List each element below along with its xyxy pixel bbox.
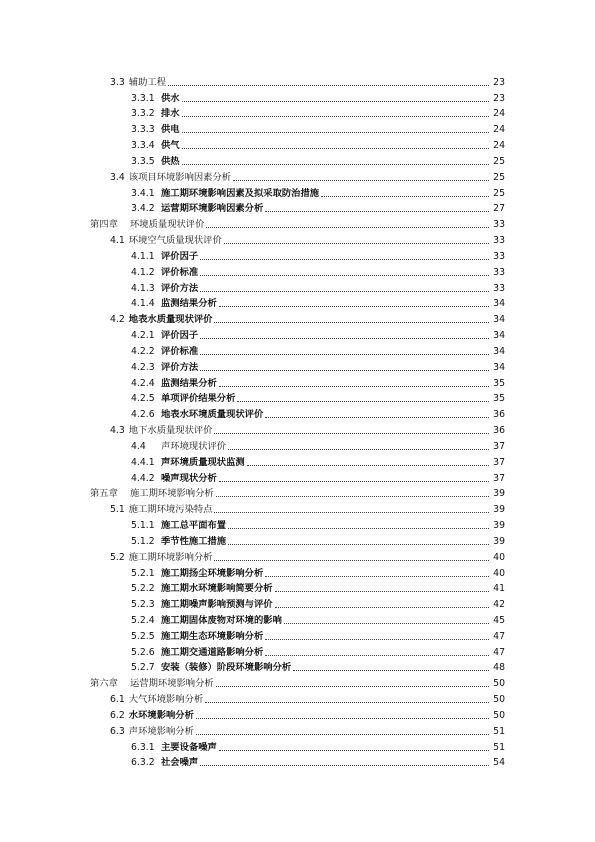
toc-entry-number: 3.4.1 — [131, 187, 155, 199]
toc-entry-page-number: 39 — [493, 535, 505, 547]
dot-leader — [247, 464, 489, 466]
toc-entry[interactable] — [131, 468, 505, 484]
toc-entry-page-number: 39 — [493, 520, 505, 532]
dot-leader — [228, 543, 489, 545]
toc-entry-number: 3.3.3 — [131, 124, 155, 136]
toc-entry[interactable] — [131, 389, 505, 405]
toc-entry-title: 评价标准 — [161, 345, 199, 357]
toc-entry-number: 6.3.1 — [131, 741, 155, 753]
dot-leader — [265, 638, 489, 640]
toc-entry-title: 监测结果分析 — [161, 377, 217, 389]
toc-entry-page-number: 36 — [493, 425, 505, 437]
toc-entry-title: 水环境影响分析 — [128, 709, 194, 721]
toc-entry[interactable] — [131, 151, 505, 167]
dot-leader — [214, 321, 489, 323]
toc-entry-number: 3.3.4 — [131, 140, 155, 152]
toc-entry[interactable] — [131, 341, 505, 357]
toc-entry-page-number: 25 — [493, 155, 505, 167]
toc-entry-page-number: 51 — [493, 725, 505, 737]
toc-entry[interactable] — [131, 294, 505, 310]
dot-leader — [200, 274, 489, 276]
dot-leader — [182, 131, 489, 133]
toc-entry-title: 地表水质量现状评价 — [128, 314, 213, 326]
toc-entry[interactable] — [131, 563, 505, 579]
dot-leader — [293, 669, 489, 671]
toc-entry-page-number: 23 — [493, 76, 505, 88]
toc-entry[interactable] — [131, 404, 505, 420]
dot-leader — [214, 559, 489, 561]
toc-entry-title: 施工期固体废物对环境的影响 — [161, 614, 282, 626]
dot-leader — [214, 432, 489, 434]
dot-leader — [219, 385, 489, 387]
toc-entry-number: 4.4.1 — [131, 456, 155, 468]
dot-leader — [182, 163, 489, 165]
toc-entry-number: 4.1.1 — [131, 250, 155, 262]
toc-entry-number: 5.2.2 — [131, 583, 155, 595]
toc-entry[interactable] — [131, 104, 505, 120]
toc-entry-page-number: 37 — [493, 472, 505, 484]
toc-entry-page-number: 24 — [493, 140, 505, 152]
toc-entry-page-number: 24 — [493, 108, 505, 120]
toc-entry-number: 6.2 — [110, 709, 125, 721]
toc-entry-page-number: 34 — [493, 361, 505, 373]
toc-entry-title: 评价因子 — [161, 330, 199, 342]
toc-entry-title: 环境质量现状评价 — [130, 219, 205, 231]
dot-leader — [200, 764, 489, 766]
toc-entry-number: 4.1.3 — [131, 282, 155, 294]
toc-entry-page-number: 39 — [493, 504, 505, 516]
dot-leader — [219, 749, 489, 751]
dot-leader — [196, 733, 489, 735]
dot-leader — [265, 575, 489, 577]
toc-entry[interactable] — [131, 278, 505, 294]
toc-entry[interactable] — [110, 547, 505, 563]
dot-leader — [237, 400, 489, 402]
toc-entry-title: 施工期环境影响分析 — [130, 488, 214, 500]
dot-leader — [321, 195, 489, 197]
toc-entry[interactable] — [110, 72, 505, 88]
toc-entry-page-number: 25 — [493, 171, 505, 183]
toc-entry-title: 施工期水环境影响简要分析 — [161, 583, 273, 595]
toc-entry-title: 供热 — [161, 155, 180, 167]
dot-leader — [200, 369, 489, 371]
toc-entry-page-number: 37 — [493, 440, 505, 452]
toc-entry-page-number: 50 — [493, 678, 505, 690]
toc-entry-page-number: 47 — [493, 630, 505, 642]
toc-entry-title: 施工期生态环境影响分析 — [161, 630, 264, 642]
toc-entry-number: 5.2.3 — [131, 599, 155, 611]
dot-leader — [233, 179, 489, 181]
toc-entry-page-number: 50 — [493, 694, 505, 706]
toc-entry-number: 6.3 — [110, 725, 125, 737]
toc-entry-title: 排水 — [161, 108, 180, 120]
toc-entry-number: 5.1 — [110, 504, 125, 516]
toc-entry-page-number: 33 — [493, 235, 505, 247]
toc-entry-number: 5.2.4 — [131, 614, 155, 626]
dot-leader — [228, 527, 489, 529]
toc-entry[interactable] — [110, 705, 505, 721]
dot-leader — [200, 353, 489, 355]
dot-leader — [265, 416, 489, 418]
toc-entry-title: 施工期环境影响因素及拟采取防治措施 — [161, 187, 320, 199]
toc-entry[interactable] — [131, 135, 505, 151]
toc-entry[interactable] — [131, 531, 505, 547]
dot-leader — [200, 337, 489, 339]
toc-entry-number: 5.2.7 — [131, 662, 155, 674]
toc-entry-page-number: 34 — [493, 298, 505, 310]
toc-entry[interactable] — [110, 499, 505, 515]
dot-leader — [219, 305, 489, 307]
toc-entry-title: 施工期噪声影响预测与评价 — [161, 599, 273, 611]
toc-entry-page-number: 23 — [493, 92, 505, 104]
toc-entry[interactable] — [131, 119, 505, 135]
toc-entry-number: 3.3.5 — [131, 155, 155, 167]
toc-entry-title: 主要设备噪声 — [161, 741, 217, 753]
toc-entry[interactable] — [90, 214, 505, 230]
toc-entry-page-number: 39 — [493, 488, 505, 500]
dot-leader — [228, 448, 489, 450]
toc-entry[interactable] — [131, 626, 505, 642]
toc-entry-title: 供电 — [161, 124, 180, 136]
toc-entry-page-number: 24 — [493, 124, 505, 136]
toc-entry-title: 地下水质量现状评价 — [128, 425, 213, 437]
toc-entry-page-number: 35 — [493, 393, 505, 405]
toc-entry-page-number: 48 — [493, 662, 505, 674]
toc-entry[interactable] — [131, 357, 505, 373]
toc-entry-number: 4.3 — [110, 425, 125, 437]
toc-entry[interactable] — [110, 167, 505, 183]
toc-entry-title: 供水 — [161, 92, 180, 104]
toc-entry-number: 5.2 — [110, 551, 125, 563]
toc-entry-title: 评价因子 — [161, 250, 199, 262]
toc-entry[interactable] — [131, 436, 505, 452]
dot-leader — [200, 290, 489, 292]
toc-entry-title: 评价方法 — [161, 361, 199, 373]
toc-entry-page-number: 33 — [493, 282, 505, 294]
toc-entry-number: 5.2.6 — [131, 646, 155, 658]
toc-entry[interactable] — [131, 325, 505, 341]
dot-leader — [216, 685, 489, 687]
dot-leader — [196, 717, 489, 719]
toc-entry-title: 施工期环境影响分析 — [128, 551, 213, 563]
toc-entry-title: 声环境质量现状监测 — [161, 456, 245, 468]
toc-entry-number: 第六章 — [90, 678, 118, 690]
toc-entry-page-number: 27 — [493, 203, 505, 215]
toc-entry-title: 声环境现状评价 — [161, 440, 227, 452]
toc-entry-number: 4.4 — [131, 440, 146, 452]
toc-entry[interactable] — [131, 373, 505, 389]
toc-entry-number: 4.1 — [110, 235, 125, 247]
dot-leader — [224, 242, 489, 244]
dot-leader — [284, 622, 489, 624]
dot-leader — [205, 701, 489, 703]
toc-entry-title: 噪声现状分析 — [161, 472, 217, 484]
toc-entry[interactable] — [131, 642, 505, 658]
toc-entry[interactable] — [110, 309, 505, 325]
toc-entry-page-number: 54 — [493, 757, 505, 769]
toc-entry-title: 声环境影响分析 — [128, 725, 194, 737]
toc-entry-number: 4.1.2 — [131, 266, 155, 278]
dot-leader — [168, 84, 489, 86]
toc-entry-page-number: 51 — [493, 741, 505, 753]
toc-entry-title: 运营期环境影响因素分析 — [161, 203, 264, 215]
toc-entry-title: 该项目环境影响因素分析 — [128, 171, 232, 183]
toc-entry-number: 3.3.1 — [131, 92, 155, 104]
toc-entry-page-number: 37 — [493, 456, 505, 468]
toc-entry-title: 大气环境影响分析 — [128, 694, 204, 706]
toc-entry[interactable] — [131, 199, 505, 215]
toc-entry-title: 施工期扬尘环境影响分析 — [161, 567, 264, 579]
toc-entry-title: 监测结果分析 — [161, 298, 217, 310]
toc-entry[interactable] — [110, 689, 505, 705]
dot-leader — [216, 495, 489, 497]
toc-entry-page-number: 34 — [493, 314, 505, 326]
dot-leader — [206, 226, 489, 228]
toc-entry[interactable] — [131, 658, 505, 674]
toc-entry-title: 评价方法 — [161, 282, 199, 294]
toc-entry-title: 运营期环境影响分析 — [130, 678, 214, 690]
toc-entry-page-number: 40 — [493, 567, 505, 579]
toc-entry-page-number: 33 — [493, 250, 505, 262]
toc-entry[interactable] — [110, 721, 505, 737]
toc-entry-title: 季节性施工措施 — [161, 535, 227, 547]
toc-entry[interactable] — [131, 262, 505, 278]
toc-entry-title: 供气 — [161, 140, 180, 152]
toc-entry-number: 4.2.3 — [131, 361, 155, 373]
toc-entry-number: 第四章 — [90, 219, 118, 231]
toc-entry-number: 3.3 — [110, 76, 125, 88]
toc-entry-page-number: 34 — [493, 345, 505, 357]
dot-leader — [200, 258, 489, 260]
toc-entry-page-number: 33 — [493, 266, 505, 278]
toc-entry-title: 环境空气质量现状评价 — [128, 235, 222, 247]
toc-entry-page-number: 25 — [493, 187, 505, 199]
toc-entry-number: 6.1 — [110, 694, 125, 706]
toc-entry-number: 4.2 — [110, 314, 125, 326]
toc-entry-title: 社会噪声 — [161, 757, 199, 769]
dot-leader — [265, 210, 489, 212]
toc-entry-title: 地表水环境质量现状评价 — [161, 409, 264, 421]
toc-entry-title: 辅助工程 — [128, 76, 166, 88]
toc-entry[interactable] — [131, 737, 505, 753]
toc-entry-title: 施工期交通道路影响分析 — [161, 646, 264, 658]
toc-entry-number: 3.4 — [110, 171, 125, 183]
toc-entry-page-number: 34 — [493, 330, 505, 342]
toc-entry[interactable] — [131, 452, 505, 468]
toc-entry-page-number: 40 — [493, 551, 505, 563]
toc-entry[interactable] — [131, 579, 505, 595]
toc-entry-number: 4.2.2 — [131, 345, 155, 357]
toc-entry-number: 4.2.5 — [131, 393, 155, 405]
toc-entry[interactable] — [110, 230, 505, 246]
toc-entry[interactable] — [131, 183, 505, 199]
toc-entry-number: 5.2.1 — [131, 567, 155, 579]
toc-entry[interactable] — [90, 673, 505, 689]
toc-entry[interactable] — [110, 420, 505, 436]
toc-entry-number: 第五章 — [90, 488, 118, 500]
toc-entry[interactable] — [131, 594, 505, 610]
toc-entry-page-number: 42 — [493, 599, 505, 611]
toc-entry[interactable] — [90, 484, 505, 500]
toc-entry-page-number: 41 — [493, 583, 505, 595]
dot-leader — [214, 511, 489, 513]
toc-entry-title: 评价标准 — [161, 266, 199, 278]
toc-entry-title: 施工期环境污染特点 — [128, 504, 213, 516]
toc-entry[interactable] — [131, 88, 505, 104]
toc-entry-number: 3.3.2 — [131, 108, 155, 120]
toc-entry-page-number: 45 — [493, 614, 505, 626]
toc-entry-page-number: 35 — [493, 377, 505, 389]
toc-entry[interactable] — [131, 515, 505, 531]
toc-entry-title: 安装（装修）阶段环境影响分析 — [161, 662, 292, 674]
toc-entry-number: 5.1.1 — [131, 520, 155, 532]
toc-entry-number: 6.3.2 — [131, 757, 155, 769]
toc-entry-number: 4.2.6 — [131, 409, 155, 421]
dot-leader — [265, 654, 489, 656]
toc-entry-number: 4.1.4 — [131, 298, 155, 310]
toc-entry-title: 施工总平面布置 — [161, 520, 227, 532]
toc-entry-number: 4.2.1 — [131, 330, 155, 342]
dot-leader — [275, 606, 489, 608]
dot-leader — [219, 480, 489, 482]
dot-leader — [182, 100, 489, 102]
toc-entry-page-number: 33 — [493, 219, 505, 231]
toc-entry-page-number: 50 — [493, 709, 505, 721]
toc-entry-title: 单项评价结果分析 — [161, 393, 236, 405]
toc-entry-number: 4.2.4 — [131, 377, 155, 389]
toc-entry-number: 4.4.2 — [131, 472, 155, 484]
toc-entry-number: 5.1.2 — [131, 535, 155, 547]
toc-entry-number: 3.4.2 — [131, 203, 155, 215]
toc-entry-number: 5.2.5 — [131, 630, 155, 642]
toc-entry-page-number: 36 — [493, 409, 505, 421]
dot-leader — [275, 590, 489, 592]
dot-leader — [182, 147, 489, 149]
toc-entry[interactable] — [131, 610, 505, 626]
toc-entry[interactable] — [131, 753, 505, 769]
dot-leader — [182, 115, 489, 117]
toc-entry[interactable] — [131, 246, 505, 262]
toc-entry-page-number: 47 — [493, 646, 505, 658]
table-of-contents — [0, 72, 595, 768]
